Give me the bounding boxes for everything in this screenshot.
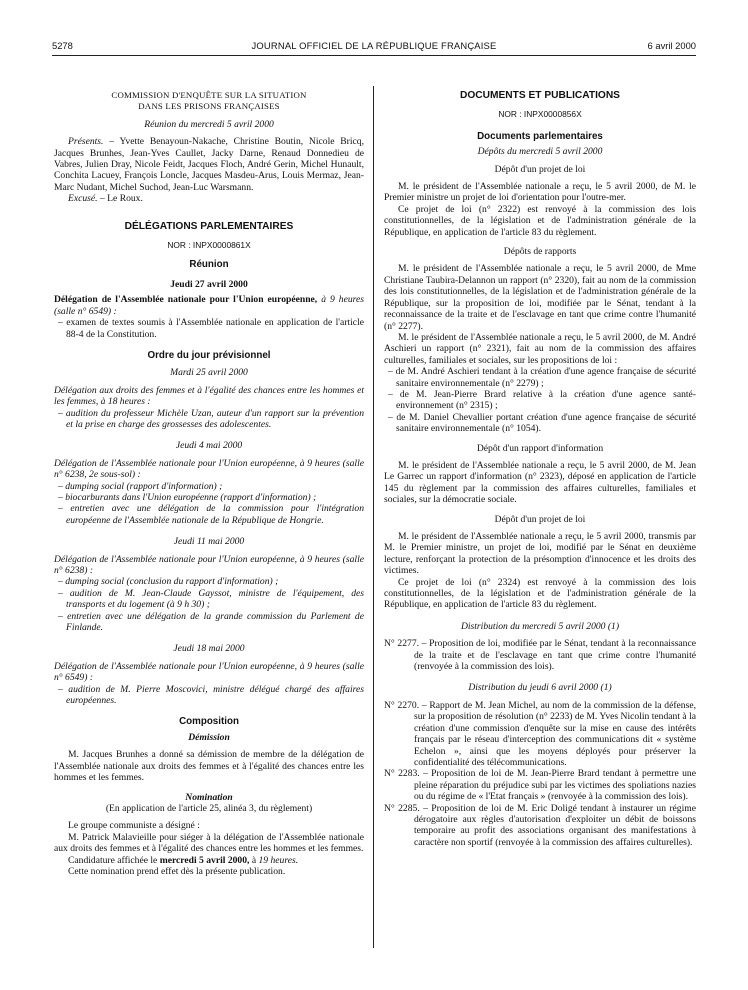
rapport-p1: M. le président de l'Assemblée nationale a reçu, le 5 avril 2000, de Mme Christiane Taubira-Delannon un rapport (n° 2320), fait au nom de la commission des lois constitutionnelles, de la législation et de l'administration générale de la République, sur la proposition de loi, modifiée par le Sénat, tendant à la reconnaissance de la traite et de l'esclavage en tant que crime contre l'humanité (n° 2277).	[384, 263, 696, 332]
excuse-text: – Le Roux.	[97, 193, 143, 205]
depot-info-paragraph: M. le président de l'Assemblée nationale a reçu, le 5 avril 2000, de M. Jean Le Garrec un rapport d'information (n° 2323), déposé en application de l'article 145 du règlement par la commission des affaires culturelles, familiales et sociales, sur la démocratie sociale.	[384, 459, 696, 506]
list-item: – audition de M. Jean-Claude Gayssot, ministre de l'équipement, des transports et du logement (à 9 h 30) ;	[58, 587, 364, 611]
candidature-end: Cette nomination prend effet dès la présente publication.	[68, 865, 286, 877]
mardi-25-date: Mardi 25 avril 2000	[170, 367, 248, 379]
presents-text: – Yvette Benayoun-Nakache, Christine Boutin, Nicole Bricq, Jacques Brunhes, Jean-Yves Caullet, Jacky Darne, Renaud Donnedieu de Vabres, Julien Dray, Nicole Feidt, Jacques Floch, André Gerin, Michel Hunault, Conchita Lacuey, François Loncle, Jacques Masdeu-Arus, Louis Mermaz, Jean-Marc Nudant, Michel Suchod, Jean-Luc Warsmann.	[54, 136, 364, 193]
depot-projet2-p1: M. le président de l'Assemblée nationale a reçu, le 5 avril 2000, transmis par M. le Premier ministre, un projet de loi, modifié par le Sénat en deuxième lecture, renforçant la protection de la présomption d'innocence et les droits des victimes.	[384, 531, 696, 577]
list-item: – de M. André Aschieri tendant à la création d'une agence française de sécurité sanitaire environnementale (n° 2279) ;	[388, 366, 696, 389]
depot-projet-p1: M. le président de l'Assemblée nationale a reçu, le 5 avril 2000, de M. le Premier ministre un projet de loi d'orientation pour l'outre-mer.	[384, 181, 696, 204]
header-date: 6 avril 2000	[647, 40, 696, 51]
list-item: N° 2283. – Proposition de loi de M. Jean-Pierre Brard tendant à permettre une pleine réparation du préjudice subi par les victimes des spoliations nazies ou du régime de « l'Etat français » (renvoyée à la commission des lois).	[384, 768, 696, 803]
candidature-date: mercredi 5 avril 2000,	[159, 854, 250, 866]
malavieille-text: M. Patrick Malavieille pour siéger à la délégation de l'Assemblée nationale aux droits des femmes et à l'égalité des chances entre les hommes et les femmes.	[54, 831, 364, 855]
nomination-subtitle: (En application de l'article 25, alinéa 3, du règlement)	[105, 802, 313, 814]
page-number: 5278	[52, 40, 73, 51]
ue4-heading: Délégation de l'Assemblée nationale pour l'Union européenne, à 9 heures (salle n° 6238, 2e sous-sol) :	[54, 457, 364, 481]
list-item: – dumping social (rapport d'information) ;	[58, 480, 223, 492]
docs-parlementaires-title: Documents parlementaires	[477, 130, 603, 142]
del-ue-rest: à 9 heures (salle n° 6549) :	[54, 294, 364, 317]
del-ue-item: – examen de textes soumis à l'Assemblée nationale en application de l'article 88-4 de la Constitution.	[58, 317, 364, 340]
del-ue-paragraph	[54, 294, 364, 317]
ue11-heading: Délégation de l'Assemblée nationale pour l'Union européenne, à 9 heures (salle n° 6238) :	[54, 553, 364, 576]
distribution-jeudi-title: Distribution du jeudi 6 avril 2000 (1)	[468, 682, 612, 694]
left-column	[54, 90, 364, 877]
candidature-mid: à	[249, 854, 259, 866]
depot-projet-title: Dépôt d'un projet de loi	[494, 163, 586, 175]
journal-title: JOURNAL OFFICIEL DE LA RÉPUBLIQUE FRANÇAISE	[251, 40, 497, 51]
list-item: N° 2270. – Rapport de M. Jean Michel, au nom de la commission de la défense, sur la proposition de résolution (n° 2233) de M. Yves Nicolin tendant à la création d'une commission d'enquête sur la mise en cause des intérêts français par le réseau d'interception des communications dit « système Echelon », ainsi que les moyens déployés pour préserver la confidentialité des télécommunications.	[384, 699, 696, 768]
distribution-mercredi-title: Distribution du mercredi 5 avril 2000 (1)	[460, 620, 620, 632]
list-item: – de M. Daniel Chevallier portant création d'une agence française de sécurité sanitaire environnementale (n° 1054).	[388, 411, 696, 435]
ue18-item: – audition de M. Pierre Moscovici, ministre délégué chargé des affaires européennes.	[58, 683, 364, 707]
candidature-time: 19 heures.	[258, 854, 299, 866]
nor-documents: NOR : INPX0000856X	[498, 109, 582, 120]
presents-paragraph	[54, 136, 364, 193]
jeudi-27-date: Jeudi 27 avril 2000	[170, 278, 248, 290]
delegations-title: DÉLÉGATIONS PARLEMENTAIRES	[124, 220, 294, 232]
depot-projet2-title: Dépôt d'un projet de loi	[494, 513, 586, 525]
ue18-heading: Délégation de l'Assemblée nationale pour l'Union européenne, à 9 heures (salle n° 6549) :	[54, 660, 364, 684]
excuse-label: Excusé.	[68, 193, 98, 205]
depot-info-title: Dépôt d'un rapport d'information	[476, 442, 604, 454]
list-item: – entretien avec une délégation de la commission pour l'intégration européenne de l'Assemblée nationale de la République de Hongrie.	[58, 503, 364, 526]
depots-date: Dépôts du mercredi 5 avril 2000	[477, 146, 603, 158]
demission-text: M. Jacques Brunhes a donné sa démission de membre de la délégation de l'Assemblée nationale aux droits des femmes et à l'égalité des chances entre les hommes et les femmes.	[54, 749, 364, 784]
meeting-date: Réunion du mercredi 5 avril 2000	[144, 118, 274, 130]
presents-label: Présents.	[68, 136, 104, 148]
commission-title-line-2: DANS LES PRISONS FRANÇAISES	[138, 101, 280, 112]
column-divider	[373, 86, 374, 948]
odj-title: Ordre du jour prévisionnel	[147, 349, 271, 361]
list-item: – entretien avec une délégation de la grande commission du Parlement de Finlande.	[58, 610, 364, 634]
depot-projet-p2: Ce projet de loi (n° 2322) est renvoyé à la commission des lois constitutionnelles, de la législation et de l'administration générale de la République, en application de l'article 83 du règlement.	[384, 203, 696, 238]
candidature-pre: Candidature affichée le	[68, 854, 160, 866]
rapport-p2: M. le président de l'Assemblée nationale a reçu, le 5 avril 2000, de M. André Aschieri un rapport (n° 2321), fait au nom de la commission des affaires culturelles, familiales et sociales, sur les propositions de loi :	[384, 331, 696, 366]
jeudi-4-date: Jeudi 4 mai 2000	[175, 440, 243, 452]
droits-femmes-heading: Délégation aux droits des femmes et à l'égalité des chances entre les hommes et les femmes, à 18 heures :	[54, 384, 364, 408]
commission-title-line-1: COMMISSION D'ENQUÊTE SUR LA SITUATION	[111, 90, 307, 100]
jeudi-18-date: Jeudi 18 mai 2000	[173, 643, 245, 655]
depots-rapports-title: Dépôts de rapports	[503, 246, 577, 258]
candidature-paragraph	[54, 855, 364, 866]
droits-femmes-item: – audition du professeur Michèle Uzan, auteur d'un rapport sur la prévention et la prise en charge des grossesses des adolescentes.	[58, 407, 364, 430]
list-item: N° 2277. – Proposition de loi, modifiée par le Sénat, tendant à la reconnaissance de la traite et de l'esclavage en tant que crime contre l'humanité (renvoyée à la commission des lois).	[384, 638, 696, 673]
del-ue-bold: Délégation de l'Assemblée nationale pour l'Union européenne,	[54, 294, 318, 306]
page-header	[52, 40, 696, 54]
documents-title: DOCUMENTS ET PUBLICATIONS	[460, 90, 620, 101]
list-item: – de M. Jean-Pierre Brard relative à la création d'une agence santé-environnement (n° 2315) ;	[388, 388, 696, 412]
jeudi-11-date: Jeudi 11 mai 2000	[173, 536, 245, 548]
list-item: – dumping social (conclusion du rapport d'information) ;	[58, 576, 279, 588]
list-item: – biocarburants dans l'Union européenne (rapport d'information) ;	[58, 491, 317, 503]
reunion-title: Réunion	[189, 259, 229, 271]
depot-projet2-p2: Ce projet de loi (n° 2324) est renvoyé à la commission des lois constitutionnelles, de la législation et de l'administration générale de la République, en application de l'article 83 du règlement.	[384, 576, 696, 611]
list-item: N° 2285. – Proposition de loi de M. Eric Doligé tendant à instaurer un régime dérogatoire aux règles d'autorisation d'exploiter un débit de boissons temporaire au profit des associations organisant des manifestations à caractère non sportif (renvoyée à la commission des affaires culturelles).	[384, 802, 696, 848]
composition-title: Composition	[179, 716, 239, 728]
excuse-paragraph	[54, 193, 364, 204]
nor-delegations: NOR : INPX0000861X	[167, 240, 251, 251]
groupe-text: Le groupe communiste a désigné :	[68, 820, 200, 832]
header-rule	[52, 55, 696, 56]
demission-title: Démission	[188, 731, 230, 743]
right-column	[384, 90, 696, 848]
nomination-title: Nomination	[185, 791, 233, 803]
